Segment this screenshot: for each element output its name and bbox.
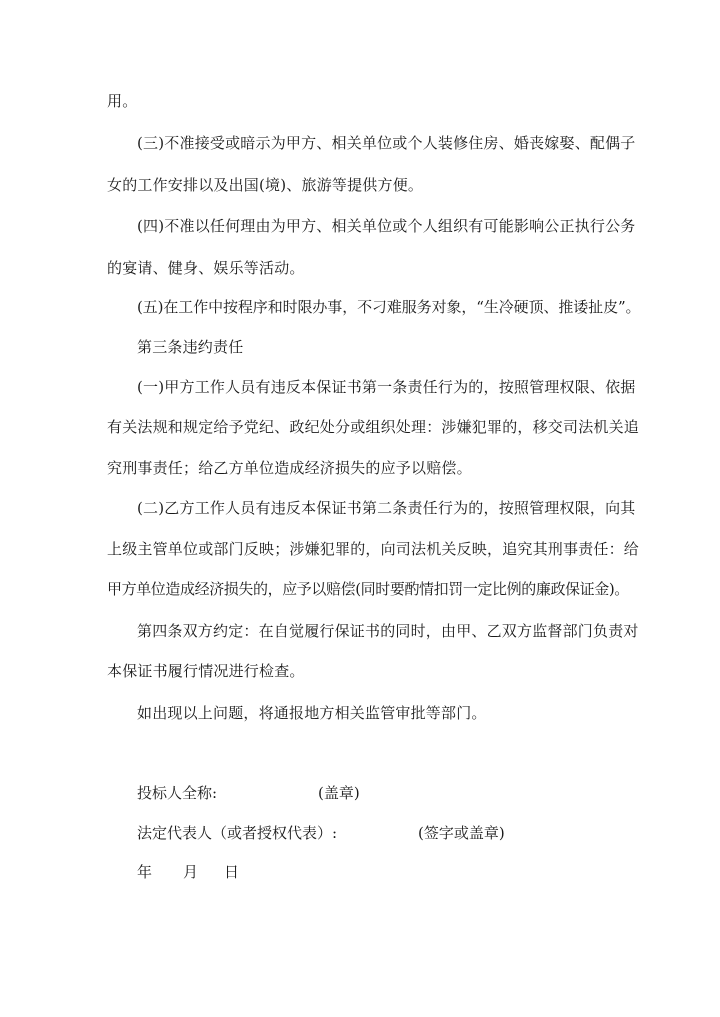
paragraph-line: 究刑事责任；给乙方单位造成经济损失的应予以赔偿。 xyxy=(107,459,472,477)
representative-seal: (签字或盖章) xyxy=(418,824,505,842)
date-month: 月 xyxy=(183,863,199,881)
paragraph-line: (二)乙方工作人员有违反本保证书第二条责任行为的，按照管理权限，向其 xyxy=(137,499,636,517)
representative-label: 法定代表人（或者授权代表）: xyxy=(137,824,338,842)
bidder-label: 投标人全称: xyxy=(137,784,218,802)
paragraph-line: 女的工作安排以及出国(境)、旅游等提供方便。 xyxy=(107,176,424,194)
paragraph-line: 如出现以上问题，将通报地方相关监管审批等部门。 xyxy=(137,704,487,722)
paragraph-line: 甲方单位造成经济损失的，应予以赔偿(同时要酌情扣罚一定比例的廉政保证金)。 xyxy=(107,580,629,598)
paragraph-line: (五)在工作中按程序和时限办事，不刁难服务对象，“生冷硬顶、推诿扯皮”。 xyxy=(137,298,641,316)
paragraph-line: 本保证书履行情况进行检查。 xyxy=(107,662,305,680)
bidder-seal: (盖章) xyxy=(318,784,360,802)
paragraph-line: (四)不准以任何理由为甲方、相关单位或个人组织有可能影响公正执行公务 xyxy=(137,217,636,235)
paragraph-line: 用。 xyxy=(107,92,138,110)
paragraph-line: 的宴请、健身、娱乐等活动。 xyxy=(107,259,305,277)
date-day: 日 xyxy=(224,863,240,881)
paragraph-line: 有关法规和规定给予党纪、政纪处分或组织处理：涉嫌犯罪的，移交司法机关追 xyxy=(107,418,640,436)
date-year: 年 xyxy=(137,863,153,881)
paragraph-line: 上级主管单位或部门反映；涉嫌犯罪的，向司法机关反映，追究其刑事责任：给 xyxy=(107,540,640,558)
paragraph-line: 第四条双方约定：在自觉履行保证书的同时，由甲、乙双方监督部门负责对 xyxy=(137,622,639,640)
paragraph-line: (一)甲方工作人员有违反本保证书第一条责任行为的，按照管理权限、依据 xyxy=(137,378,636,396)
section-heading: 第三条违约责任 xyxy=(137,338,244,356)
paragraph-line: (三)不准接受或暗示为甲方、相关单位或个人装修住房、婚丧嫁娶、配偶子 xyxy=(137,134,636,152)
